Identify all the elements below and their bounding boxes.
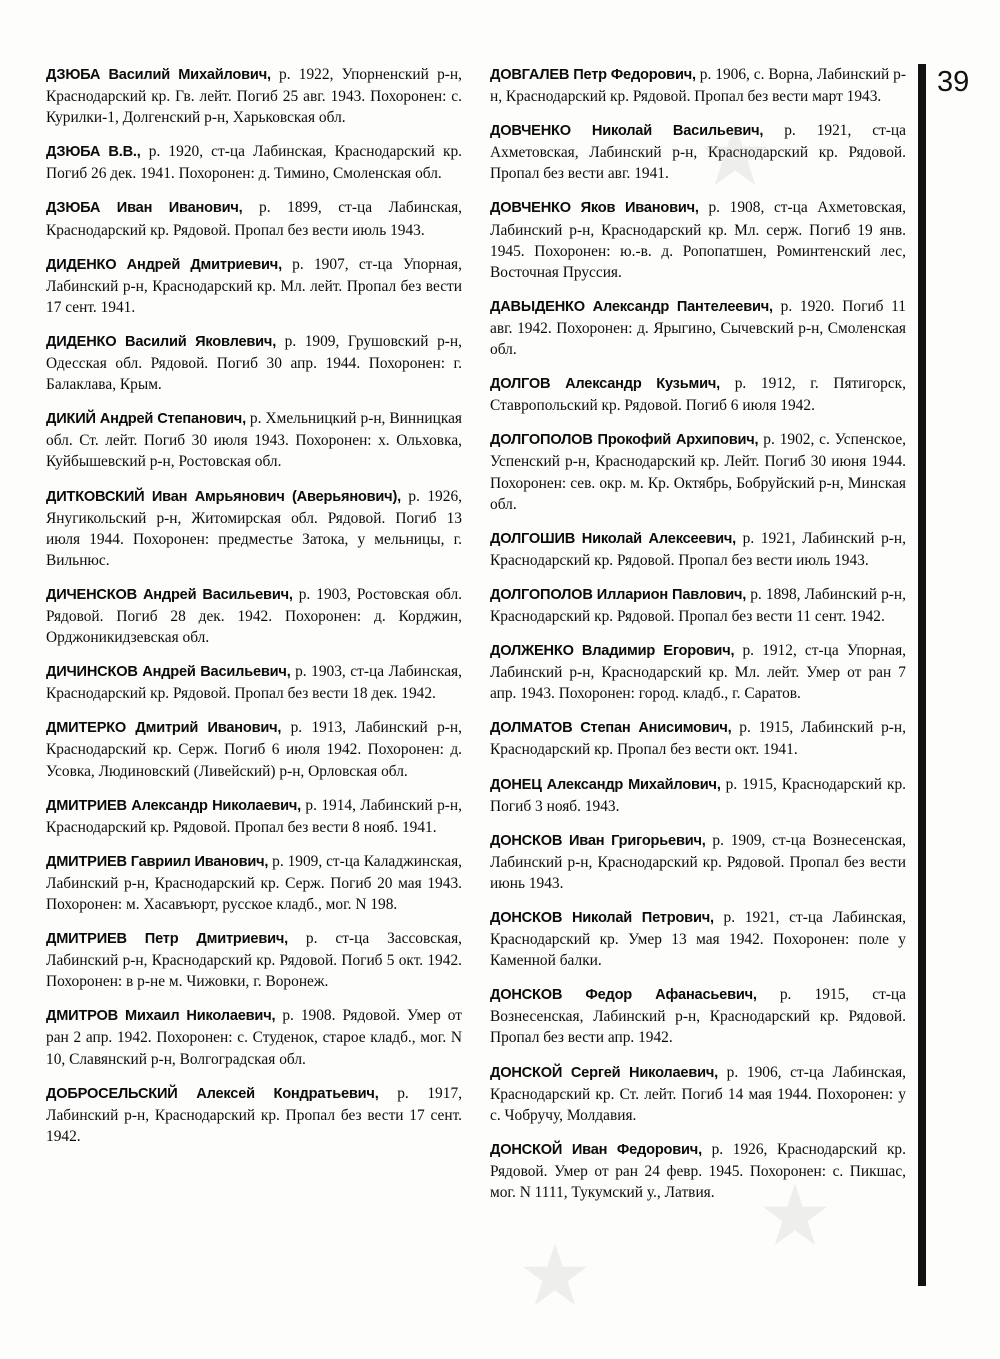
entry-text: р. 1915, Краснодарский кр. Погиб 3 нояб. 1943. [490,775,906,815]
entry-text: р. 1913, Лабинский р-н, Краснодарский кр. Серж. Погиб 6 июля 1942. Похоронен: д. Усовка, Людиновский (Ливейский) р-н, Орловская обл. [46,719,462,780]
entry [490,717,906,760]
entry [46,717,462,781]
entry [46,1005,462,1069]
star-watermark-icon [700,120,770,190]
entry-text: р. 1914, Лабинский р-н, Краснодарский кр. Рядовой. Пропал без вести 8 нояб. 1941. [46,796,462,836]
entry-name: ДИДЕНКО Андрей Дмитриевич, [46,256,282,273]
right-column [490,64,906,1216]
entry-name: ДОНСКОВ Николай Петрович, [490,910,714,926]
entry-name: ДОВГАЛЕВ Петр Федорович, [490,67,696,83]
entry [46,795,462,838]
entry [46,141,462,184]
entry-text: р. 1921, Лабинский р-н, Краснодарский кр. Рядовой. Пропал без вести июль 1943. [490,529,906,569]
entry [490,774,906,817]
entry [490,1139,906,1203]
entry-text: р. 1906, ст-ца Лабинская, Краснодарский кр. Ст. лейт. Погиб 14 мая 1944. Похоронен: у с. Чобручу, Молдавия. [490,1063,907,1124]
entry-text: р. 1906, с. Ворна, Лабинский р-н, Краснодарский кр. Рядовой. Пропал без вести март 1943. [490,66,906,106]
entry [490,1062,906,1126]
entry [46,254,462,318]
entry [490,429,906,514]
entry-name: ДМИТРИЕВ Петр Дмитриевич, [46,931,288,948]
entry-name: ДОЛГОПОЛОВ Прокофий Архипович, [490,432,759,449]
entry-text: р. 1915, Лабинский р-н, Краснодарский кр. Пропал без вести окт. 1941. [490,719,906,759]
entry-name: ДОВЧЕНКО Яков Иванович, [490,200,699,217]
entry-text: р. 1908. Рядовой. Умер от ран 2 апр. 1942. Похоронен: с. Студенок, старое кладб., мог. N 10, Славянский р-н, Волгоградская обл. [46,1007,462,1068]
entry-text: р. 1909, ст-ца Каладжинская, Лабинский р-н, Краснодарский кр. Серж. Погиб 20 мая 1943. Похоронен: м. Хасавъюрт, русское кладб., мог. N 198. [46,852,463,913]
entry-text: р. 1898, Лабинский р-н, Краснодарский кр. Рядовой. Пропал без вести 11 сент. 1942. [490,585,906,625]
entry-name: ДИЧЕНСКОВ Андрей Васильевич, [46,586,293,603]
entry [46,661,462,704]
entry-text: р. 1902, с. Успенское, Успенский р-н, Краснодарский кр. Лейт. Погиб 30 июня 1944. Похоронен: сев. окр. м. Кр. Октябрь, Бобруйский р-н, Минская обл. [490,431,906,513]
entry [490,984,906,1048]
entry [46,1083,462,1147]
entry-text: р. 1921, ст-ца Ахметовская, Лабинский р-н, Краснодарский кр. Рядовой. Пропал без вести авг. 1941. [490,122,906,183]
entry-name: ДЗЮБА Иван Иванович, [46,200,243,217]
entry-text: р. 1907, ст-ца Упорная, Лабинский р-н, Краснодарский кр. Мл. лейт. Пропал без вести 17 сент. 1941. [46,255,462,316]
entry-name: ДОЛГОВ Александр Кузьмич, [490,376,720,393]
entry [490,584,906,627]
entry [46,197,462,240]
star-watermark-icon [520,1240,590,1310]
entry-text: р. 1926, Янугикольский р-н, Житомирская обл. Рядовой. Погиб 13 июля 1944. Похоронен: предместье Затока, у мельницы, г. Вильнюс. [46,487,462,569]
entry-text: р. Хмельницкий р-н, Винницкая обл. Ст. лейт. Погиб 30 июля 1943. Похоронен: х. Ольховка, Куйбышевский р-н, Ростовская обл. [46,410,463,471]
entry-name: ДИТКОВСКИЙ Иван Амрьянович (Аверьянович), [46,488,401,505]
entry [490,64,906,107]
entry [490,120,906,184]
entry-name: ДМИТРОВ Михаил Николаевич, [46,1008,276,1025]
entry [490,830,906,894]
entry-name: ДМИТРИЕВ Александр Николаевич, [46,797,302,814]
entry-text: р. 1899, ст-ца Лабинская, Краснодарский кр. Рядовой. Пропал без вести июль 1943. [46,199,462,239]
entry [490,197,906,282]
page-number: 39 [937,66,970,98]
entry-name: ДОНЕЦ Александр Михайлович, [490,776,721,793]
entry [46,408,462,472]
entry-name: ДОВЧЕНКО Николай Васильевич, [490,123,764,140]
entry-text: р. 1922, Упорненский р-н, Краснодарский кр. Гв. лейт. Погиб 25 авг. 1943. Похоронен: с. Курилки-1, Долгенский р-н, Харьковская обл. [46,66,462,127]
entry [46,64,462,128]
entry [490,640,906,704]
entry-name: ДЗЮБА В.В., [46,144,141,161]
entry-text: р. 1903, Ростовская обл. Рядовой. Погиб 28 дек. 1942. Похоронен: д. Корджин, Орджоникидзевская обл. [46,585,462,647]
entry-name: ДЗЮБА Василий Михайлович, [46,67,271,83]
entry [46,331,462,395]
entry-text: р. 1915, ст-ца Вознесенская, Лабинский р-н, Краснодарский кр. Рядовой. Пропал без вести апр. 1942. [490,986,906,1047]
entry [46,584,462,648]
entry-name: ДИЧИНСКОВ Андрей Васильевич, [46,664,291,681]
entry-text: р. 1920. Погиб 11 авг. 1942. Похоронен: д. Ярыгино, Сычевский р-н, Смоленская обл. [490,297,906,359]
entry-name: ДОНСКОЙ Иван Федорович, [490,1141,702,1158]
entry-name: ДОЛГОШИВ Николай Алексеевич, [490,530,737,547]
entry-name: ДАВЫДЕНКО Александр Пантелеевич, [490,298,773,315]
entry-text: р. 1903, ст-ца Лабинская, Краснодарский кр. Рядовой. Пропал без вести 18 дек. 1942. [46,663,462,703]
entry [46,851,462,915]
entry-name: ДИКИЙ Андрей Степанович, [46,411,246,428]
entry [490,373,906,416]
entry-text: р. 1926, Краснодарский кр. Рядовой. Умер от ран 24 февр. 1945. Похоронен: с. Пикшас, мог. N 1111, Тукумский у., Латвия. [490,1140,906,1202]
entry-text: р. 1912, г. Пятигорск, Ставропольский кр. Рядовой. Погиб 6 июля 1942. [490,375,906,415]
entry [490,296,906,360]
entry-name: ДОНСКОВ Иван Григорьевич, [490,832,706,849]
entry [490,907,906,971]
entry-text: р. 1917, Лабинский р-н, Краснодарский кр. Пропал без вести 17 сент. 1942. [46,1084,462,1145]
entry-text: р. 1921, ст-ца Лабинская, Краснодарский кр. Умер 13 мая 1942. Похоронен: поле у Каменной балки. [490,909,906,970]
entry-name: ДОБРОСЕЛЬСКИЙ Алексей Кондратьевич, [46,1085,379,1102]
entry-text: р. 1908, ст-ца Ахметовская, Лабинский р-н, Краснодарский кр. Мл. серж. Погиб 19 янв. 1945. Похоронен: ю.-в. д. Ропопатшен, Роминтенский лес, Восточная Пруссия. [490,199,906,281]
entry [46,486,462,571]
entry-text: р. ст-ца Зассовская, Лабинский р-н, Краснодарский кр. Рядовой. Погиб 5 окт. 1942. Похоронен: в р-не м. Чижовки, г. Воронеж. [46,930,462,991]
entry-name: ДОЛЖЕНКО Владимир Егорович, [490,643,735,660]
entry [46,928,462,992]
entry-text: р. 1909, ст-ца Вознесенская, Лабинский р-н, Краснодарский кр. Рядовой. Пропал без вести июнь 1943. [490,831,906,892]
entry-name: ДМИТРИЕВ Гавриил Иванович, [46,853,269,870]
entry-text: р. 1909, Грушовский р-н, Одесская обл. Рядовой. Погиб 30 апр. 1944. Похоронен: г. Балаклава, Крым. [46,332,462,394]
entry-text: р. 1912, ст-ца Упорная, Лабинский р-н, Краснодарский кр. Мл. лейт. Умер от ран 7 апр. 1943. Похоронен: город. кладб., г. Саратов. [490,642,906,703]
left-column [46,64,462,1160]
entry-name: ДОЛГОПОЛОВ Илларион Павлович, [490,586,747,603]
entry-name: ДИДЕНКО Василий Яковлевич, [46,333,277,350]
entry [490,528,906,571]
star-watermark-icon [760,1180,830,1250]
entry-name: ДМИТЕРКО Дмитрий Иванович, [46,720,282,737]
entry-name: ДОЛМАТОВ Степан Анисимович, [490,720,732,737]
entry-name: ДОНСКОВ Федор Афанасьевич, [490,987,757,1004]
entry-text: р. 1920, ст-ца Лабинская, Краснодарский кр. Погиб 26 дек. 1941. Похоронен: д. Тимино, Смоленская обл. [46,143,462,183]
margin-bar [918,64,926,1286]
entry-name: ДОНСКОЙ Сергей Николаевич, [490,1064,719,1081]
